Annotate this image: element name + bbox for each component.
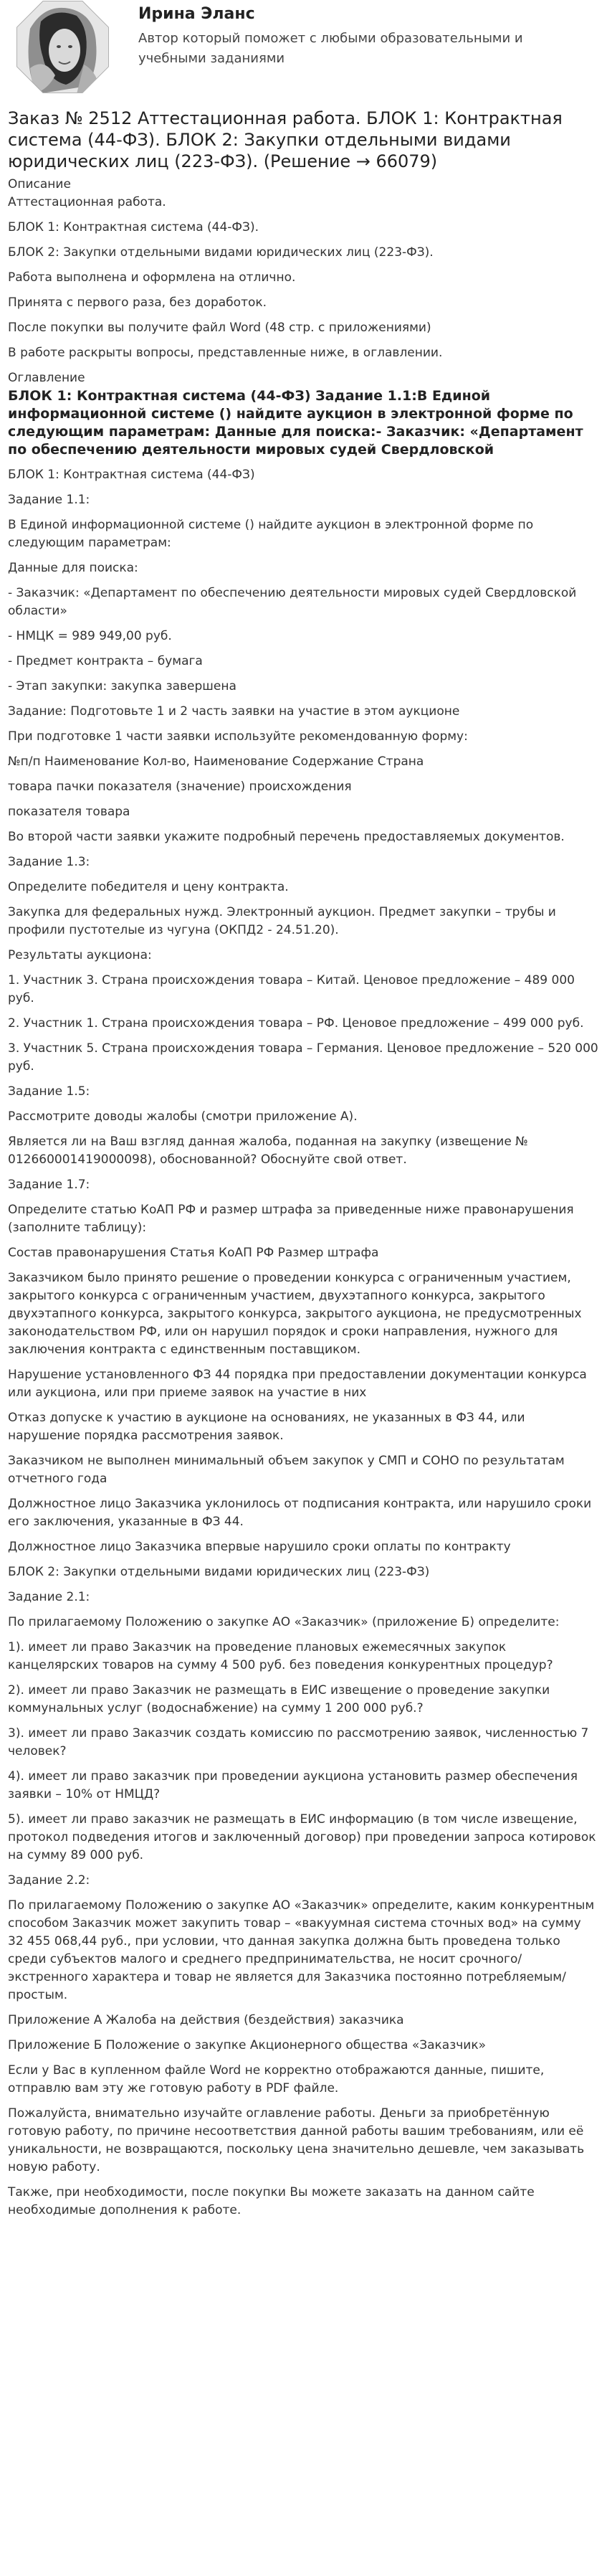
content-paragraph: Отказ допуске к участию в аукционе на основаниях, не указанных в ФЗ 44, или нарушение порядка рассмотрения заявок. <box>8 1411 525 1443</box>
content-paragraph: Определите победителя и цену контракта. <box>8 880 289 894</box>
content-paragraph: Является ли на Ваш взгляд данная жалоба, поданная на закупку (извещение № 012660001419000098), обоснованной? Обоснуйте свой ответ. <box>8 1135 528 1167</box>
page-title: Заказ № 2512 Аттестационная работа. БЛОК 1: Контрактная система (44-ФЗ). БЛОК 2: Закупки отдельными видами юридических лиц (223-ФЗ). (Решение → 66079) <box>8 108 563 171</box>
content-paragraph: БЛОК 2: Закупки отдельными видами юридических лиц (223-ФЗ) <box>8 1565 430 1579</box>
description-list <box>8 194 599 362</box>
description-item: После покупки вы получите файл Word (48 стр. с приложениями) <box>8 321 431 335</box>
content-paragraph: Должностное лицо Заказчика впервые нарушило сроки оплаты по контракту <box>8 1540 511 1554</box>
toc-label: Оглавление <box>8 371 85 385</box>
content-paragraph: - Предмет контракта – бумага <box>8 654 203 668</box>
content-paragraph: Данные для поиска: <box>8 561 138 575</box>
content-paragraph: В Единой информационной системе () найдите аукцион в электронной форме по следующим параметрам: <box>8 518 534 550</box>
content-paragraph: Пожалуйста, внимательно изучайте оглавление работы. Деньги за приобретённую готовую работу, по причине несоответствия данной работы вашим требованиям, или её уникальности, не возвращаются, поскольку цена значительно дешевле, чем заказывать новую работу. <box>8 2106 585 2174</box>
content-paragraph: 2. Участник 1. Страна происхождения товара – РФ. Ценовое предложение – 499 000 руб. <box>8 1016 584 1031</box>
description-label: Описание <box>8 177 71 191</box>
content-paragraph: Также, при необходимости, после покупки Вы можете заказать на данном сайте необходимые дополнения к работе. <box>8 2185 535 2217</box>
content-paragraph: Состав правонарушения Статья КоАП РФ Размер штрафа <box>8 1246 379 1260</box>
content-paragraph: Задание 1.1: <box>8 493 90 507</box>
content-paragraph: Приложение Б Положение о закупке Акционерного общества «Заказчик» <box>8 2038 487 2052</box>
content-paragraph: 3). имеет ли право Заказчик создать комиссию по рассмотрению заявок, численностью 7 человек? <box>8 1726 589 1758</box>
content-paragraph: Задание 1.3: <box>8 855 90 869</box>
author-description: Автор который поможет с любыми образовательными и учебными заданиями <box>138 31 523 66</box>
description-item: В работе раскрыты вопросы, представленные ниже, в оглавлении. <box>8 346 443 360</box>
description-item: Работа выполнена и оформлена на отлично. <box>8 270 296 285</box>
description-item: Принята с первого раза, без доработок. <box>8 295 267 310</box>
content-paragraph: 4). имеет ли право заказчик при проведении аукциона установить размер обеспечения заявки – 10% от НМЦД? <box>8 1769 578 1801</box>
content-paragraph: Приложение А Жалоба на действия (бездействия) заказчика <box>8 2013 404 2027</box>
content-paragraph: Должностное лицо Заказчика уклонилось от подписания контракта, или нарушило сроки его заключения, указанные в ФЗ 44. <box>8 1497 592 1529</box>
content-paragraph: Нарушение установленного ФЗ 44 порядка при предоставлении документации конкурса или аукциона, или при приеме заявок на участие в них <box>8 1368 587 1400</box>
content-paragraph: Задание 2.1: <box>8 1590 90 1604</box>
content-paragraph: Задание 1.5: <box>8 1084 90 1099</box>
content-paragraph: товара пачки показателя (значение) происхождения <box>8 780 352 794</box>
content-paragraph: Рассмотрите доводы жалобы (смотри приложение А). <box>8 1109 358 1124</box>
content-paragraph: Если у Вас в купленном файле Word не корректно отображаются данные, пишите, отправлю вам эту же готовую работу в PDF файле. <box>8 2063 545 2096</box>
toc-title: БЛОК 1: Контрактная система (44-ФЗ) Задание 1.1:В Единой информационной системе () найдите аукцион в электронной форме по следующим параметрам: Данные для поиска:- Заказчик: «Департамент по обеспечению деятельности мировых судей Свердловской <box>8 388 583 458</box>
content-paragraph: 1. Участник 3. Страна происхождения товара – Китай. Ценовое предложение – 489 000 руб. <box>8 973 575 1005</box>
description-item: Аттестационная работа. <box>8 195 166 209</box>
content-paragraph: 2). имеет ли право Заказчик не размещать в ЕИС извещение о проведение закупки коммунальных услуг (водоснабжение) на сумму 1 200 000 руб.? <box>8 1683 550 1715</box>
content-paragraph: Результаты аукциона: <box>8 948 152 962</box>
content-paragraph: Задание 1.7: <box>8 1178 90 1192</box>
content-paragraph: По прилагаемому Положению о закупке АО «Заказчик» (приложение Б) определите: <box>8 1615 560 1629</box>
content-paragraph: №п/п Наименование Кол-во, Наименование Содержание Страна <box>8 754 424 769</box>
content-paragraph: Во второй части заявки укажите подробный перечень предоставляемых документов. <box>8 830 565 844</box>
author-name[interactable]: Ирина Эланс <box>138 5 255 23</box>
author-block <box>8 0 599 97</box>
content-paragraph: Задание 2.2: <box>8 1873 90 1888</box>
description-item: БЛОК 2: Закупки отдельными видами юридических лиц (223-ФЗ). <box>8 245 434 260</box>
content-paragraph: При подготовке 1 части заявки используйте рекомендованную форму: <box>8 729 468 744</box>
content-paragraph: 3. Участник 5. Страна происхождения товара – Германия. Ценовое предложение – 520 000 руб. <box>8 1041 598 1074</box>
avatar[interactable] <box>16 0 110 94</box>
content-paragraph: 5). имеет ли право заказчик не размещать в ЕИС информацию (в том числе извещение, протокол подведения итогов и заключенный договор) при проведении запроса котировок на сумму 89 000 руб. <box>8 1812 596 1862</box>
content-paragraph: - Заказчик: «Департамент по обеспечению деятельности мировых судей Свердловской области» <box>8 586 577 618</box>
content-paragraph: показателя товара <box>8 805 130 819</box>
content-paragraph: - НМЦК = 989 949,00 руб. <box>8 629 172 643</box>
content-paragraph: Задание: Подготовьте 1 и 2 часть заявки на участие в этом аукционе <box>8 704 460 719</box>
content-list <box>8 466 599 2220</box>
content-paragraph: БЛОК 1: Контрактная система (44-ФЗ) <box>8 468 255 482</box>
content-paragraph: Заказчиком не выполнен минимальный объем закупок у СМП и СОНО по результатам отчетного года <box>8 1454 565 1486</box>
content-paragraph: Заказчиком было принято решение о проведении конкурса с ограниченным участием, закрытого конкурса с ограниченным участием, двухэтапного конкурса, закрытого двухэтапного конкурса, закрытого конкурса, закрытого аукциона, не предусмотренных законодательством РФ, или он нарушил порядок и сроки направления, нужного для заключения контракта с единственным поставщиком. <box>8 1271 582 1357</box>
content-paragraph: - Этап закупки: закупка завершена <box>8 679 236 693</box>
avatar-image <box>16 0 110 94</box>
content-paragraph: 1). имеет ли право Заказчик на проведение плановых ежемесячных закупок канцелярских товаров на сумму 4 500 руб. без поведения конкурентных процедур? <box>8 1640 553 1672</box>
content-paragraph: Закупка для федеральных нужд. Электронный аукцион. Предмет закупки – трубы и профили пустотелые из чугуна (ОКПД2 - 24.51.20). <box>8 905 556 937</box>
description-item: БЛОК 1: Контрактная система (44-ФЗ). <box>8 220 259 235</box>
content-paragraph: Определите статью КоАП РФ и размер штрафа за приведенные ниже правонарушения (заполните таблицу): <box>8 1203 574 1235</box>
content-paragraph: По прилагаемому Положению о закупке АО «Заказчик» определите, каким конкурентным способом Заказчик может закупить товар – «вакуумная система сточных вод» на сумму 32 455 068,44 руб., при условии, что данная закупка должна быть проведена только среди субъектов малого и среднего предпринимательства, не носит срочного/экстренного характера и товар не является для Заказчика постоянно потребляемым/простым. <box>8 1898 595 2002</box>
